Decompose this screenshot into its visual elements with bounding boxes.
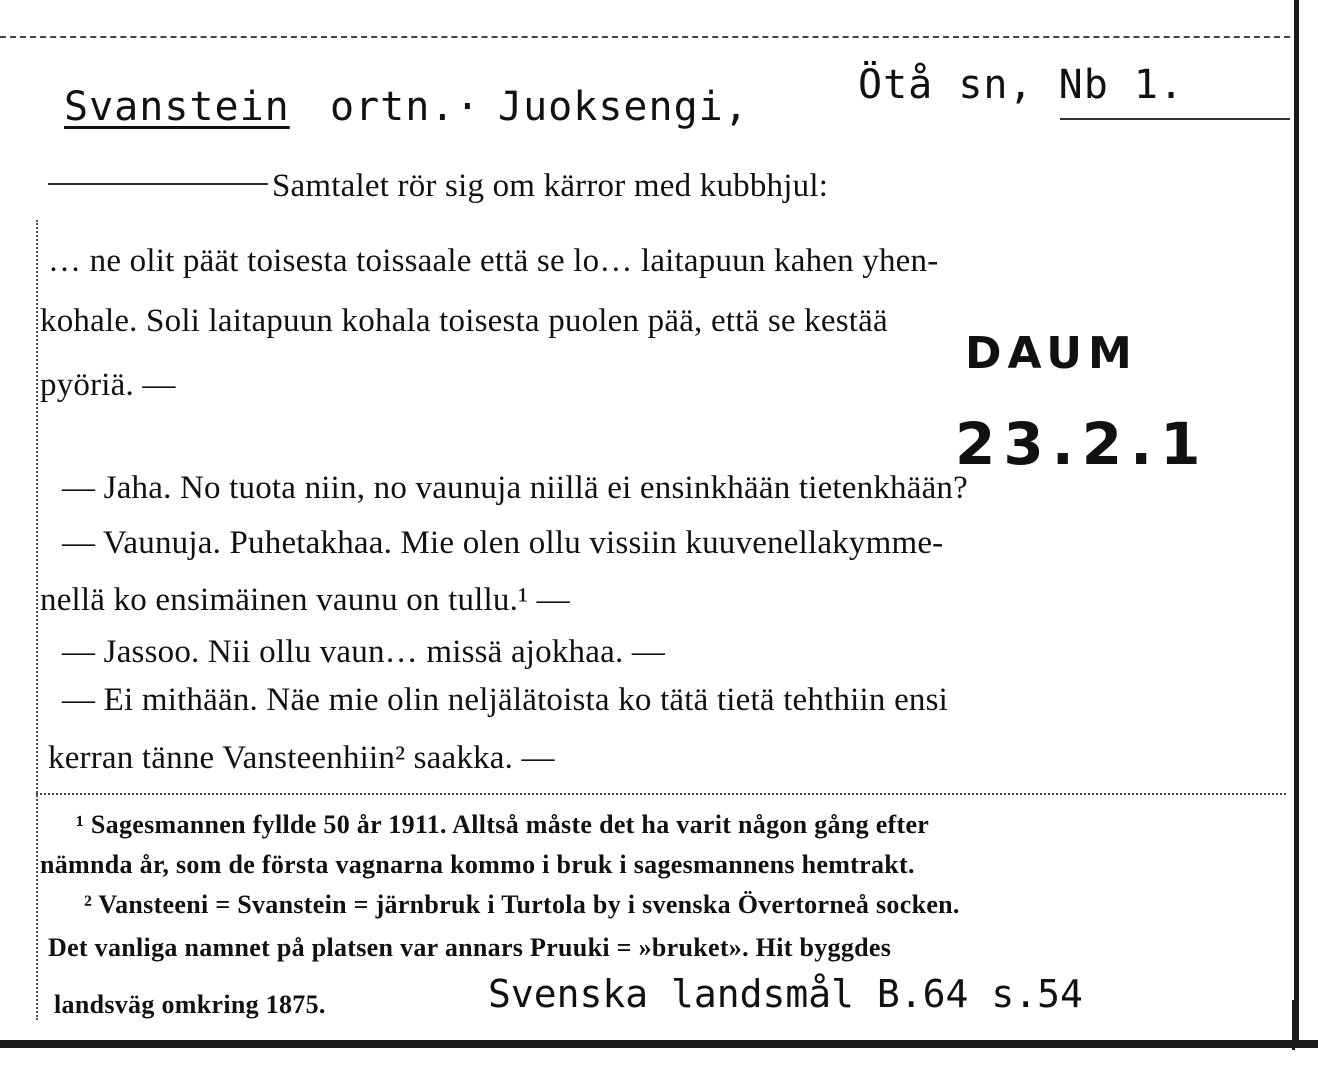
archive-stamp-name: DAUM bbox=[965, 328, 1138, 379]
top-dashed-line bbox=[0, 36, 1290, 38]
card-corner bbox=[1292, 1000, 1318, 1050]
card-right-edge bbox=[1294, 0, 1299, 1042]
clipping-top-rule bbox=[48, 183, 268, 185]
header-parish: Ötå sn, Nb 1. bbox=[858, 62, 1185, 108]
dialogue-line: — Jaha. No tuota niin, no vaunuja niillä ei ensinkhään tietenkhään? bbox=[62, 470, 968, 506]
intro-line: Samtalet rör sig om kärror med kubbhjul: bbox=[272, 168, 829, 204]
dialogue-line: kerran tänne Vansteenhiin² saakka. — bbox=[48, 740, 555, 776]
footnote-separator bbox=[36, 793, 1286, 795]
dialogue-line: — Ei mithään. Näe mie olin neljälätoista ko tätä tietä tehthiin ensi bbox=[62, 682, 949, 718]
paragraph-line: … ne olit päät toisesta toissaale että se lo… laitapuun kahen yhen- bbox=[48, 243, 939, 279]
footnote-line: Det vanliga namnet på platsen var annars Pruuki = »bruket». Hit byggdes bbox=[48, 933, 892, 962]
footnote-line: ² Vansteeni = Svanstein = järnbruk i Turtola by i svenska Övertorneå socken. bbox=[84, 890, 960, 919]
dialogue-line: — Vaunuja. Puhetakhaa. Mie olen ollu vissiin kuuvenellakymme- bbox=[62, 525, 944, 561]
archive-stamp-number: 23.2.1 bbox=[955, 410, 1209, 478]
card-bottom-edge bbox=[0, 1040, 1318, 1048]
source-reference: Svenska landsmål B.64 s.54 bbox=[488, 972, 1083, 1016]
left-dotted-edge bbox=[36, 220, 38, 1020]
paragraph-line: kohale. Soli laitapuun kohala toisesta puolen pää, että se kestää bbox=[40, 303, 888, 339]
header-name: Svanstein bbox=[64, 84, 290, 130]
header-place: Juoksengi, bbox=[498, 84, 749, 130]
footnote-line: nämnda år, som de första vagnarna kommo i bruk i sagesmannens hemtrakt. bbox=[40, 850, 915, 879]
dialogue-line: — Jassoo. Nii ollu vaun… missä ajokhaa. — bbox=[62, 634, 666, 670]
paragraph-line: pyöriä. — bbox=[40, 367, 176, 403]
header-right-rule bbox=[1060, 118, 1290, 120]
footnote-line: landsväg omkring 1875. bbox=[54, 990, 326, 1019]
header-ortn: ortn.· bbox=[330, 84, 481, 130]
dialogue-line: nellä ko ensimäinen vaunu on tullu.¹ — bbox=[40, 582, 570, 618]
footnote-line: ¹ Sagesmannen fyllde 50 år 1911. Alltså måste det ha varit någon gång efter bbox=[76, 810, 930, 839]
